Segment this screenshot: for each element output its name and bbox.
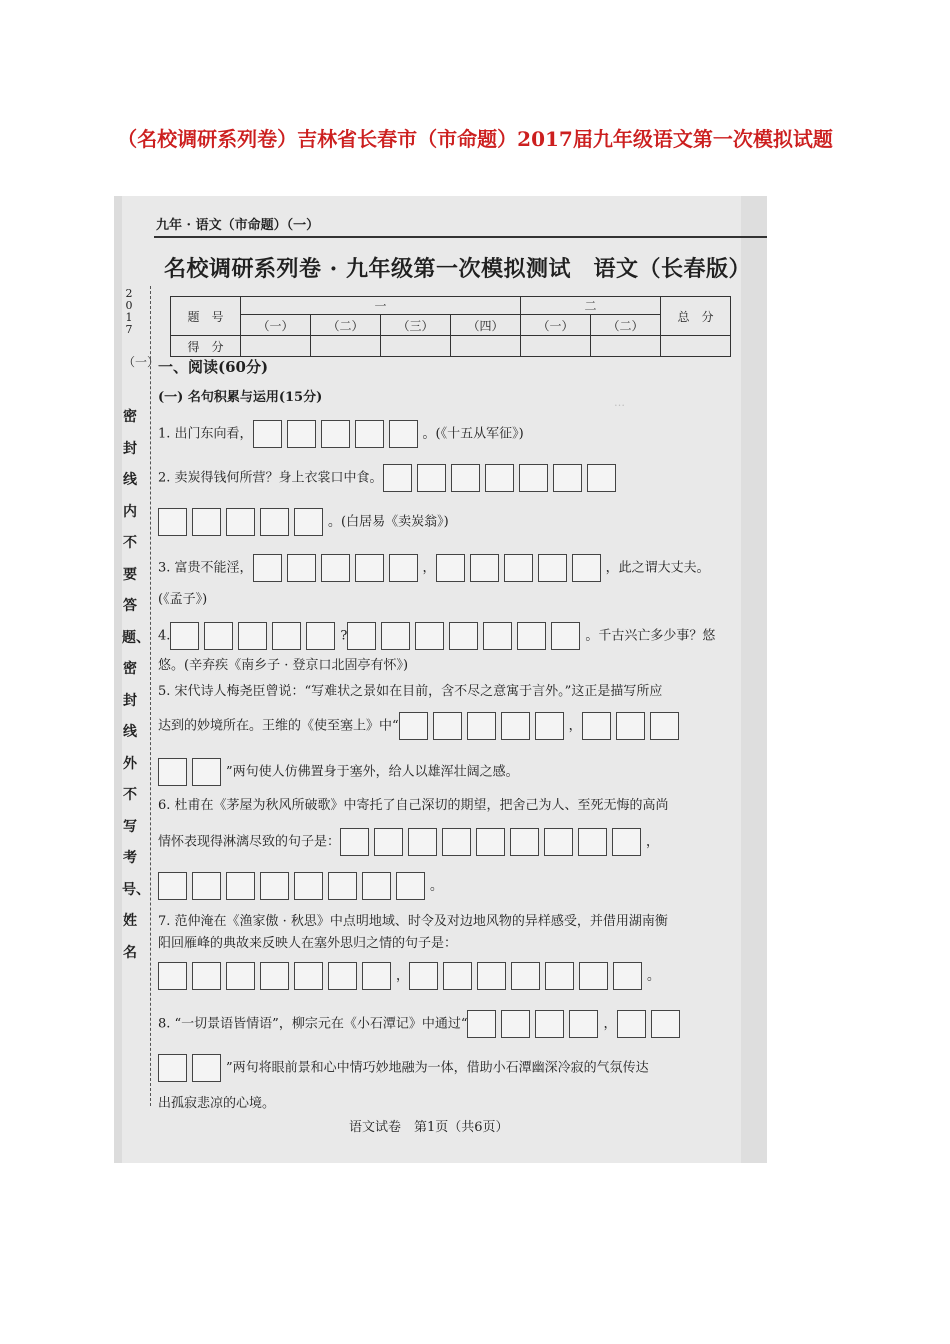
q2-source: 。(白居易《卖炭翁》)	[328, 514, 449, 530]
question-7	[158, 912, 758, 932]
answer-box[interactable]	[572, 554, 601, 582]
answer-box[interactable]	[399, 712, 428, 740]
answer-box[interactable]	[612, 828, 641, 856]
row-label-number: 题 号	[171, 297, 241, 336]
answer-box[interactable]	[306, 622, 335, 650]
answer-box[interactable]	[226, 872, 255, 900]
answer-box[interactable]	[545, 962, 574, 990]
answer-box[interactable]	[650, 712, 679, 740]
answer-box[interactable]	[544, 828, 573, 856]
q5-text: 5. 宋代诗人梅尧臣曾说：“写难状之景如在目前，含不尽之意寓于言外。”这正是描写所应	[158, 684, 663, 699]
answer-box[interactable]	[613, 962, 642, 990]
answer-box[interactable]	[451, 464, 480, 492]
q5-text-3: ”两句使人仿佛置身于塞外，给人以雄浑壮阔之感。	[226, 764, 519, 780]
answer-box[interactable]	[204, 622, 233, 650]
answer-box[interactable]	[470, 554, 499, 582]
answer-box[interactable]	[340, 828, 369, 856]
answer-box[interactable]	[328, 962, 357, 990]
answer-box[interactable]	[355, 554, 384, 582]
group-one-header: 一	[241, 297, 521, 315]
answer-box[interactable]	[504, 554, 533, 582]
question-4-line-2	[158, 656, 758, 676]
answer-box[interactable]	[362, 872, 391, 900]
answer-box[interactable]	[535, 712, 564, 740]
question-5	[158, 682, 758, 702]
question-8-line-2	[158, 1054, 758, 1082]
q8-text: 8. “一切景语皆情语”，柳宗元在《小石潭记》中通过“	[158, 1016, 468, 1032]
seal-line-warning: 密封线内不要答题、密封线外不写考号、姓名	[122, 409, 150, 961]
question-3	[158, 554, 758, 582]
answer-box[interactable]	[389, 554, 418, 582]
answer-box[interactable]	[381, 622, 410, 650]
answer-box[interactable]	[449, 622, 478, 650]
answer-box[interactable]	[433, 712, 462, 740]
answer-box[interactable]	[158, 508, 187, 536]
question-7-line-3	[158, 962, 758, 990]
answer-box[interactable]	[260, 962, 289, 990]
answer-box[interactable]	[158, 758, 187, 786]
question-7-line-2	[158, 934, 758, 954]
q4-source: 悠。(辛弃疾《南乡子 · 登京口北固亭有怀》)	[158, 658, 409, 673]
answer-box[interactable]	[436, 554, 465, 582]
question-5-line-3	[158, 758, 758, 786]
answer-box[interactable]	[294, 962, 323, 990]
sub-header: （二）	[311, 315, 381, 336]
answer-box[interactable]	[553, 464, 582, 492]
answer-box[interactable]	[192, 872, 221, 900]
q4-text: 。千古兴亡多少事？悠	[585, 628, 716, 644]
sub-header: （二）	[591, 315, 661, 336]
answer-box[interactable]	[158, 1054, 187, 1082]
question-1	[158, 420, 758, 448]
period: 。	[430, 878, 444, 894]
scanned-exam-page	[114, 196, 767, 1163]
answer-box[interactable]	[535, 1010, 564, 1038]
comma: ，	[603, 1016, 617, 1032]
paper-header: 九年 · 语文（市命题）（一）	[156, 218, 320, 233]
group-two-header: 二	[521, 297, 661, 315]
row-label-score: 得 分	[171, 336, 241, 357]
comma: ，	[422, 560, 436, 576]
question-6-line-2	[158, 828, 758, 856]
q8-text-2: ”两句将眼前景和心中情巧妙地融为一体，借助小石潭幽深冷寂的气氛传达	[226, 1060, 649, 1076]
answer-box[interactable]	[294, 508, 323, 536]
question-6-line-3	[158, 872, 758, 900]
score-cell[interactable]	[591, 336, 661, 357]
answer-box[interactable]	[347, 622, 376, 650]
answer-box[interactable]	[651, 1010, 680, 1038]
q4-number: 4.	[158, 628, 171, 644]
question-2	[158, 464, 758, 492]
answer-box[interactable]	[158, 872, 187, 900]
sub-header: （四）	[451, 315, 521, 336]
answer-box[interactable]	[409, 962, 438, 990]
answer-box[interactable]	[578, 828, 607, 856]
answer-box[interactable]	[510, 828, 539, 856]
score-cell[interactable]	[521, 336, 591, 357]
q1-text: 1. 出门东向看，	[158, 426, 253, 442]
answer-box[interactable]	[483, 622, 512, 650]
answer-box[interactable]	[170, 622, 199, 650]
answer-box[interactable]	[260, 508, 289, 536]
answer-box[interactable]	[443, 962, 472, 990]
question-3-source	[158, 590, 758, 610]
score-cell[interactable]	[311, 336, 381, 357]
answer-box[interactable]	[321, 554, 350, 582]
answer-box[interactable]	[582, 712, 611, 740]
answer-box[interactable]	[253, 554, 282, 582]
answer-box[interactable]	[374, 828, 403, 856]
answer-box[interactable]	[287, 554, 316, 582]
answer-box[interactable]	[579, 962, 608, 990]
q3-source: (《孟子》)	[158, 592, 208, 607]
q3-text: 3. 富贵不能淫，	[158, 560, 253, 576]
answer-box[interactable]	[383, 464, 412, 492]
answer-box[interactable]	[389, 420, 418, 448]
answer-box[interactable]	[321, 420, 350, 448]
answer-box[interactable]	[616, 712, 645, 740]
q5-text-2: 达到的妙境所在。王维的《使至塞上》中“	[158, 718, 399, 734]
answer-box[interactable]	[519, 464, 548, 492]
q6-text: 6. 杜甫在《茅屋为秋风所破歌》中寄托了自己深切的期望，把舍己为人、至死无悔的高尚	[158, 798, 669, 813]
q1-source: 。(《十五从军征》)	[422, 426, 524, 442]
answer-box[interactable]	[226, 508, 255, 536]
sub-header: （一）	[521, 315, 591, 336]
answer-box[interactable]	[511, 962, 540, 990]
answer-box[interactable]	[362, 962, 391, 990]
q7-text-2: 阳回雁峰的典故来反映人在塞外思归之情的句子是：	[158, 936, 458, 951]
q2-text: 2. 卖炭得钱何所营？身上衣裳口中食。	[158, 470, 383, 486]
answer-box[interactable]	[272, 622, 301, 650]
question-6	[158, 796, 758, 816]
score-table	[170, 296, 731, 357]
answer-box[interactable]	[226, 962, 255, 990]
answer-box[interactable]	[467, 1010, 496, 1038]
answer-box[interactable]	[294, 872, 323, 900]
period: 。	[647, 968, 661, 984]
answer-box[interactable]	[192, 758, 221, 786]
answer-box[interactable]	[569, 1010, 598, 1038]
subsection-quotes: (一) 名句积累与运用(15分)	[158, 390, 323, 405]
answer-box[interactable]	[501, 712, 530, 740]
comma: ，	[396, 968, 410, 984]
question-5-line-2	[158, 712, 758, 740]
total-header: 总 分	[661, 297, 731, 336]
answer-box[interactable]	[192, 1054, 221, 1082]
answer-box[interactable]	[192, 508, 221, 536]
answer-box[interactable]	[617, 1010, 646, 1038]
q6-text-2: 情怀表现得淋漓尽致的句子是：	[158, 834, 341, 850]
answer-box[interactable]	[442, 828, 471, 856]
answer-box[interactable]	[517, 622, 546, 650]
answer-box[interactable]	[408, 828, 437, 856]
score-cell[interactable]	[451, 336, 521, 357]
answer-box[interactable]	[477, 962, 506, 990]
answer-box[interactable]	[328, 872, 357, 900]
answer-box[interactable]	[415, 622, 444, 650]
bleed-through-text: …	[614, 396, 625, 409]
answer-box[interactable]	[238, 622, 267, 650]
q8-text-3: 出孤寂悲凉的心境。	[158, 1096, 276, 1111]
page-footer: 语文试卷 第1页（共6页）	[349, 1120, 509, 1135]
answer-box[interactable]	[287, 420, 316, 448]
paper-title: 名校调研系列卷 · 九年级第一次模拟测试 语文（长春版）	[164, 256, 751, 282]
question-8-line-3	[158, 1094, 758, 1114]
question-2-line-2	[158, 508, 758, 536]
question-mark: ?	[340, 628, 348, 644]
answer-box[interactable]	[501, 1010, 530, 1038]
header-rule	[154, 236, 767, 238]
answer-box[interactable]	[355, 420, 384, 448]
section-reading: 一、阅读(60分)	[158, 358, 269, 376]
comma: ，	[568, 718, 582, 734]
answer-box[interactable]	[192, 962, 221, 990]
seal-line	[150, 286, 151, 1106]
answer-box[interactable]	[551, 622, 580, 650]
answer-box[interactable]	[158, 962, 187, 990]
sub-header: （一）	[241, 315, 311, 336]
answer-box[interactable]	[396, 872, 425, 900]
score-cell[interactable]	[381, 336, 451, 357]
answer-box-group	[253, 427, 423, 442]
comma: ，	[646, 834, 660, 850]
sub-header: （三）	[381, 315, 451, 336]
side-part: （一）	[123, 355, 160, 369]
answer-box[interactable]	[253, 420, 282, 448]
total-score-cell[interactable]	[661, 336, 731, 357]
answer-box[interactable]	[476, 828, 505, 856]
document-title: （名校调研系列卷）吉林省长春市（市命题）2017届九年级语文第一次模拟试题	[117, 127, 833, 151]
q7-text: 7. 范仲淹在《渔家傲 · 秋思》中点明地域、时令及对边地风物的异样感受，并借用湖南衡	[158, 914, 668, 929]
scan-edge-shadow	[114, 196, 122, 1163]
answer-box[interactable]	[587, 464, 616, 492]
answer-box[interactable]	[260, 872, 289, 900]
question-4	[158, 622, 758, 650]
score-cell[interactable]	[241, 336, 311, 357]
question-8	[158, 1010, 758, 1038]
answer-box[interactable]	[538, 554, 567, 582]
q3-text-end: ，此之谓大丈夫。	[605, 560, 710, 576]
answer-box[interactable]	[485, 464, 514, 492]
answer-box[interactable]	[467, 712, 496, 740]
side-year: 2017	[125, 287, 133, 336]
answer-box[interactable]	[417, 464, 446, 492]
